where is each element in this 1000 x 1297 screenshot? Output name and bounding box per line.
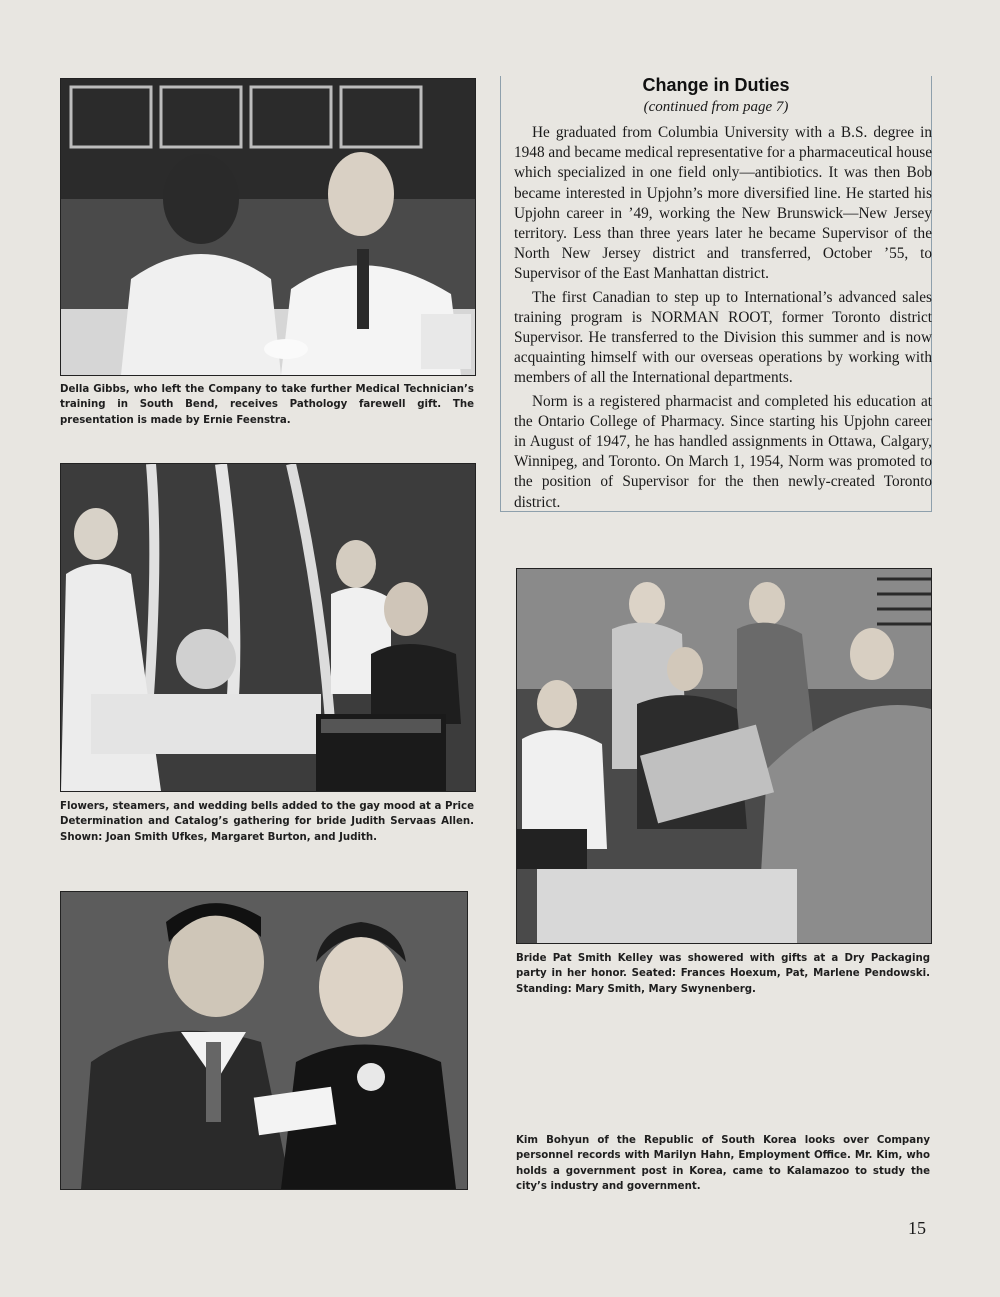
caption-pathology-farewell: Della Gibbs, who left the Company to take further Medical Technician’s training in South Bend, receives Pathology farewell gift. The presentation is made by Ernie Feenstra. [60, 384, 474, 426]
article-paragraph: Norm is a registered pharmacist and completed his education at the Ontario College of Pharmacy. Since starting his Upjohn career in August of 1947, he has handled assignments in Ottawa, Calgary, Winnipeg, and Toronto. On March 1, 1954, Norm was promoted to the position of Supervisor for the then newly-created Toronto district. [514, 392, 932, 511]
photo-wedding-gathering [60, 463, 476, 792]
page-number: 15 [908, 1218, 926, 1238]
caption-kim-bohyun: Kim Bohyun of the Republic of South Korea looks over Company personnel records with Marilyn Hahn, Employment Office. Mr. Kim, who holds a government post in Korea, came to Kalamazoo to study the city’s industry and government. [516, 1135, 930, 1193]
article-title: Change in Duties [642, 75, 790, 95]
article-paragraph: The first Canadian to step up to International’s advanced sales training program is NORMAN ROOT, former Toronto district Supervisor. He transferred to the Division this summer and is now acquainting himself with our overseas operations by working with members of all the International departments. [514, 288, 932, 387]
photo-pathology-farewell [60, 78, 476, 376]
article-continued-note: (continued from page 7) [643, 99, 789, 115]
article-body [514, 123, 932, 516]
photo-shower-party [516, 568, 932, 944]
article-paragraph: He graduated from Columbia University with a B.S. degree in 1948 and became medical representative for a pharmaceutical house which specialized in one field only—antibiotics. It was then Bob became interested in Upjohn’s more diversified line. He started his Upjohn career in ’49, working the New Brunswick—New Jersey territory. Less than three years later he became Supervisor of the North New Jersey district and transferred, October ’55, to Supervisor of the East Manhattan district. [514, 124, 932, 283]
caption-shower-party: Bride Pat Smith Kelley was showered with gifts at a Dry Packaging party in her honor. Seated: Frances Hoexum, Pat, Marlene Pendowski. Standing: Mary Smith, Mary Swynenberg. [516, 953, 930, 995]
caption-wedding-gathering: Flowers, steamers, and wedding bells added to the gay mood at a Price Determination and Catalog’s gathering for bride Judith Servaas Allen. Shown: Joan Smith Ufkes, Margaret Burton, and Judith. [60, 801, 474, 843]
photo-kim-bohyun [60, 891, 468, 1190]
